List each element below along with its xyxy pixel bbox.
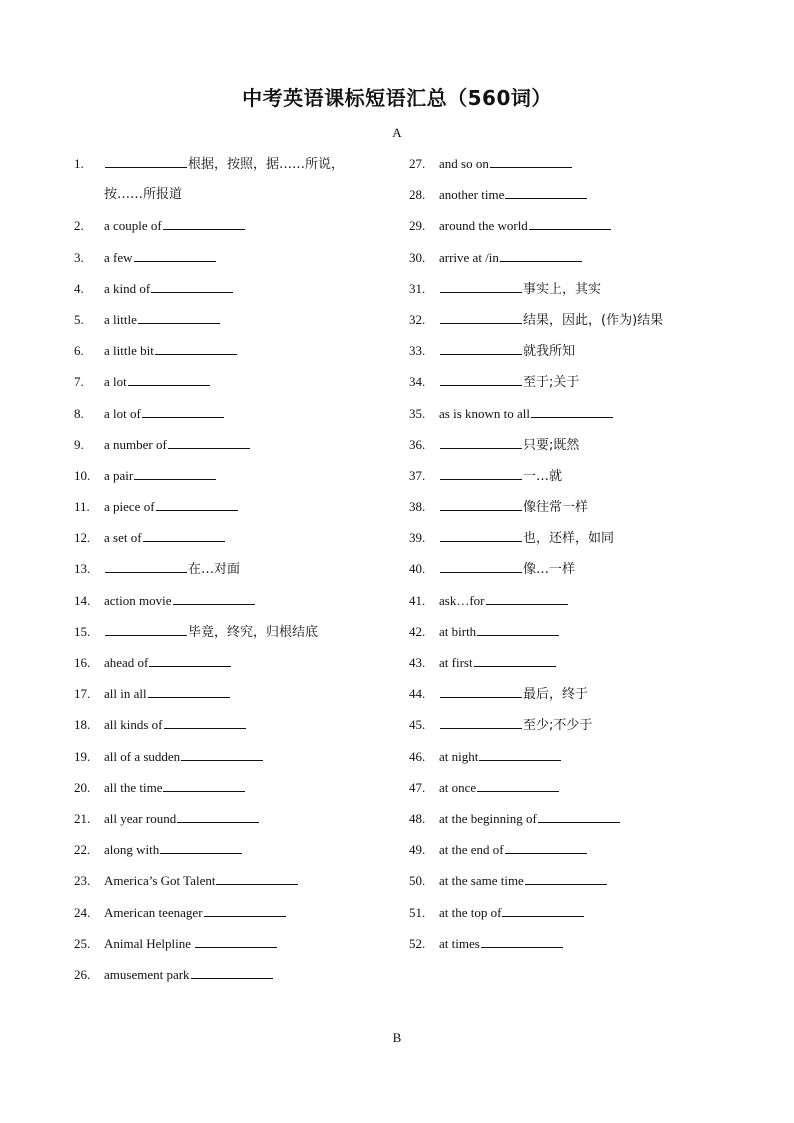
- list-item: [409, 678, 739, 709]
- item-number: 9.: [74, 436, 84, 452]
- item-number: 36.: [409, 436, 426, 452]
- phrase-chinese: 像往常一样: [523, 500, 589, 516]
- answer-blank[interactable]: [486, 603, 568, 605]
- phrase-english: a pair: [104, 467, 134, 483]
- item-text: [439, 709, 592, 741]
- list-item: [74, 897, 404, 928]
- answer-blank[interactable]: [525, 883, 607, 885]
- item-number: 8.: [74, 405, 84, 421]
- phrase-chinese: 按……所报道: [104, 187, 183, 203]
- phrase-english: at the beginning of: [439, 810, 537, 826]
- answer-blank[interactable]: [502, 915, 584, 917]
- list-item: [74, 429, 404, 460]
- item-number: 33.: [409, 343, 426, 359]
- answer-blank[interactable]: [505, 852, 587, 854]
- list-item: [409, 585, 739, 616]
- item-number: 28.: [409, 187, 426, 203]
- list-item: [74, 553, 404, 584]
- item-number: 50.: [409, 873, 426, 889]
- item-text: [104, 959, 274, 990]
- answer-blank[interactable]: [531, 416, 613, 418]
- item-text: [104, 928, 278, 959]
- phrase-english: a number of: [104, 436, 167, 452]
- phrase-english: a set of: [104, 530, 142, 546]
- phrase-english: a few: [104, 249, 133, 265]
- answer-blank[interactable]: [440, 696, 522, 698]
- item-number: 52.: [409, 935, 426, 951]
- phrase-english: American teenager: [104, 904, 203, 920]
- answer-blank[interactable]: [148, 696, 230, 698]
- list-item: [409, 803, 739, 834]
- list-item: [409, 366, 739, 397]
- list-item: [74, 585, 404, 616]
- item-text: [104, 803, 260, 834]
- item-number: 20.: [74, 779, 91, 795]
- item-text: [439, 304, 663, 336]
- list-item: [74, 304, 404, 335]
- answer-blank[interactable]: [134, 260, 216, 262]
- item-text: [104, 366, 211, 397]
- list-item: [409, 928, 739, 959]
- answer-blank[interactable]: [105, 634, 187, 636]
- answer-blank[interactable]: [440, 353, 522, 355]
- answer-blank[interactable]: [538, 821, 620, 823]
- item-text: [439, 772, 560, 803]
- phrase-english: ask…for: [439, 592, 485, 608]
- answer-blank[interactable]: [177, 821, 259, 823]
- item-text: [439, 553, 575, 585]
- item-number: 24.: [74, 904, 91, 920]
- item-text: [439, 678, 588, 710]
- list-item: [74, 959, 404, 990]
- answer-blank[interactable]: [128, 384, 210, 386]
- answer-blank[interactable]: [505, 197, 587, 199]
- answer-blank[interactable]: [105, 571, 187, 573]
- phrase-chinese: 只要;既然: [523, 437, 580, 453]
- list-item: [409, 429, 739, 460]
- item-number: 41.: [409, 592, 426, 608]
- phrase-english: action movie: [104, 592, 172, 608]
- item-number: 19.: [74, 748, 91, 764]
- item-number: 5.: [74, 311, 84, 327]
- phrase-english: at the end of: [439, 842, 504, 858]
- list-item: [409, 709, 739, 740]
- item-text: [439, 273, 601, 305]
- item-text: [439, 242, 583, 273]
- item-text: [104, 210, 246, 241]
- list-item: [74, 522, 404, 553]
- answer-blank[interactable]: [529, 228, 611, 230]
- item-number: 1.: [74, 156, 84, 171]
- answer-blank[interactable]: [440, 447, 522, 449]
- phrase-chinese: 至少;不少于: [523, 718, 593, 734]
- answer-blank[interactable]: [440, 478, 522, 480]
- item-number: 30.: [409, 249, 426, 265]
- item-number: 21.: [74, 810, 91, 826]
- list-item: [74, 242, 404, 273]
- list-item: [409, 491, 739, 522]
- answer-blank[interactable]: [149, 665, 231, 667]
- phrase-chinese: 根据，按照，据……所说，: [188, 157, 345, 172]
- item-number: 31.: [409, 280, 426, 296]
- phrase-list-left: [74, 148, 404, 990]
- phrase-chinese: 也，还样，如同: [523, 531, 615, 547]
- item-text: [104, 273, 234, 304]
- item-number: 22.: [74, 842, 91, 858]
- list-item: [409, 897, 739, 928]
- answer-blank[interactable]: [477, 634, 559, 636]
- phrase-english: a lot: [104, 374, 127, 390]
- answer-blank[interactable]: [164, 727, 246, 729]
- item-text: [104, 585, 256, 616]
- phrase-english: all the time: [104, 779, 163, 795]
- phrase-english: all kinds of: [104, 717, 163, 733]
- list-item: [409, 772, 739, 803]
- answer-blank[interactable]: [151, 291, 233, 293]
- answer-blank[interactable]: [105, 166, 187, 168]
- phrase-english: a lot of: [104, 405, 141, 421]
- item-text: [439, 928, 564, 959]
- answer-blank[interactable]: [163, 790, 245, 792]
- phrase-chinese: 在…对面: [188, 562, 241, 578]
- item-text: [439, 398, 614, 429]
- phrase-english: a couple of: [104, 218, 162, 234]
- item-number: 46.: [409, 748, 426, 764]
- item-number: 45.: [409, 717, 426, 733]
- answer-blank[interactable]: [142, 416, 224, 418]
- item-text: [439, 366, 579, 398]
- phrase-list-right: [409, 148, 739, 959]
- phrase-english: ahead of: [104, 655, 149, 670]
- list-item-continuation: [74, 179, 404, 210]
- list-item: [409, 834, 739, 865]
- item-number: 10.: [74, 467, 91, 483]
- phrase-chinese: 就我所知: [523, 344, 576, 360]
- list-item: [409, 553, 739, 584]
- list-item: [74, 148, 404, 179]
- item-text: [104, 522, 226, 553]
- list-item: [74, 366, 404, 397]
- list-item: [409, 242, 739, 273]
- item-text: [104, 741, 264, 772]
- phrase-english: at birth: [439, 623, 477, 639]
- item-number: 17.: [74, 686, 91, 702]
- item-number: 26.: [74, 966, 91, 982]
- phrase-english: as is known to all: [439, 405, 530, 421]
- list-item: [74, 834, 404, 865]
- item-number: 12.: [74, 530, 91, 546]
- list-item: [409, 148, 739, 179]
- item-text: [104, 897, 287, 928]
- answer-blank[interactable]: [173, 603, 255, 605]
- phrase-english: all year round: [104, 810, 177, 826]
- item-text: [104, 335, 238, 366]
- phrase-english: all of a sudden: [104, 748, 181, 764]
- item-number: 29.: [409, 218, 426, 234]
- list-item: [409, 398, 739, 429]
- item-number: 47.: [409, 779, 426, 795]
- answer-blank[interactable]: [195, 946, 277, 948]
- list-item: [409, 304, 739, 335]
- item-text: [104, 242, 217, 273]
- phrase-english: at once: [439, 779, 477, 795]
- phrase-chinese: 像…一样: [523, 562, 576, 578]
- item-text: [439, 834, 588, 865]
- item-number: 40.: [409, 561, 426, 577]
- answer-blank[interactable]: [490, 166, 572, 168]
- answer-blank[interactable]: [440, 727, 522, 729]
- list-item: [74, 491, 404, 522]
- page-title: 中考英语课标短语汇总（560词）: [242, 86, 552, 110]
- list-item: [409, 647, 739, 678]
- item-number: 35.: [409, 405, 426, 421]
- item-text: [104, 553, 240, 585]
- list-item: [409, 865, 739, 896]
- item-text: [104, 834, 243, 865]
- item-text: [439, 616, 560, 647]
- item-text: [104, 709, 247, 740]
- phrase-chinese: 一…就: [523, 468, 563, 484]
- phrase-english: a kind of: [104, 280, 151, 296]
- answer-blank[interactable]: [138, 322, 220, 324]
- item-number: 2.: [74, 218, 84, 234]
- item-number: 37.: [409, 467, 426, 483]
- phrase-chinese: 最后，终于: [523, 687, 589, 703]
- item-number: 18.: [74, 717, 91, 733]
- answer-blank[interactable]: [181, 759, 263, 761]
- answer-blank[interactable]: [500, 260, 582, 262]
- item-number: 43.: [409, 655, 426, 670]
- answer-blank[interactable]: [440, 291, 522, 293]
- item-text: [439, 335, 575, 367]
- list-item: [74, 335, 404, 366]
- list-item: [74, 273, 404, 304]
- item-text: [439, 803, 621, 834]
- item-text: [439, 460, 562, 492]
- phrase-english: a little: [104, 311, 137, 327]
- item-number: 11.: [74, 499, 90, 515]
- answer-blank[interactable]: [440, 571, 522, 573]
- phrase-english: at first: [439, 655, 473, 670]
- list-item: [409, 210, 739, 241]
- list-item: [74, 398, 404, 429]
- answer-blank[interactable]: [440, 384, 522, 386]
- section-heading-b: B: [392, 1030, 402, 1045]
- list-item: [74, 772, 404, 803]
- item-text: [104, 460, 217, 491]
- item-number: 27.: [409, 156, 426, 171]
- item-number: 13.: [74, 561, 91, 577]
- answer-blank[interactable]: [163, 228, 245, 230]
- item-text: [104, 678, 231, 709]
- phrase-english: at night: [439, 748, 479, 764]
- phrase-english: around the world: [439, 218, 528, 234]
- answer-blank[interactable]: [191, 977, 273, 979]
- phrase-chinese: 毕竟，终究，归根结底: [188, 624, 319, 640]
- item-text: [104, 398, 225, 429]
- list-item: [74, 928, 404, 959]
- list-item: [74, 741, 404, 772]
- item-number: 3.: [74, 249, 84, 265]
- item-text: [104, 491, 239, 522]
- answer-blank[interactable]: [155, 353, 237, 355]
- answer-blank[interactable]: [156, 509, 238, 511]
- answer-blank[interactable]: [440, 540, 522, 542]
- phrase-english: amusement park: [104, 966, 190, 982]
- item-number: 51.: [409, 904, 426, 920]
- item-number: 32.: [409, 311, 426, 327]
- item-number: 16.: [74, 655, 91, 670]
- item-text: [439, 429, 579, 461]
- phrase-chinese: 结果，因此，(作为)结果: [523, 312, 664, 328]
- answer-blank[interactable]: [479, 759, 561, 761]
- phrase-english: and so on: [439, 156, 489, 171]
- item-text: [104, 148, 344, 180]
- answer-blank[interactable]: [481, 946, 563, 948]
- list-item: [409, 616, 739, 647]
- answer-blank[interactable]: [168, 447, 250, 449]
- phrase-english: America’s Got Talent: [104, 873, 216, 889]
- item-number: 42.: [409, 623, 426, 639]
- phrase-english: all in all: [104, 686, 147, 702]
- phrase-english: at the same time: [439, 873, 524, 889]
- phrase-chinese: 至于;关于: [523, 375, 580, 391]
- item-number: 15.: [74, 623, 91, 639]
- list-item: [74, 678, 404, 709]
- list-item: [74, 460, 404, 491]
- answer-blank[interactable]: [134, 478, 216, 480]
- phrase-english: at times: [439, 935, 480, 951]
- item-number: 7.: [74, 374, 84, 390]
- phrase-english: at the top of: [439, 904, 502, 920]
- item-text: [439, 522, 614, 554]
- answer-blank[interactable]: [160, 852, 242, 854]
- list-item: [74, 865, 404, 896]
- phrase-english: arrive at /in: [439, 249, 499, 265]
- phrase-english: a piece of: [104, 499, 155, 515]
- answer-blank[interactable]: [143, 540, 225, 542]
- list-item: [74, 210, 404, 241]
- item-text: [104, 429, 251, 460]
- list-item: [74, 616, 404, 647]
- item-text: [104, 616, 318, 648]
- item-text: [104, 647, 232, 678]
- list-item: [74, 709, 404, 740]
- answer-blank[interactable]: [477, 790, 559, 792]
- item-text: [439, 179, 588, 210]
- item-text: [439, 741, 562, 772]
- list-item: [409, 522, 739, 553]
- item-text: [104, 772, 246, 803]
- phrase-chinese: 事实上，其实: [523, 281, 602, 297]
- section-heading-a: A: [392, 125, 402, 140]
- item-text: [439, 210, 612, 241]
- item-number: 48.: [409, 810, 426, 826]
- phrase-english: another time: [439, 187, 505, 203]
- item-text: [439, 585, 569, 616]
- answer-blank[interactable]: [216, 883, 298, 885]
- item-text: [439, 647, 557, 678]
- item-number: 39.: [409, 530, 426, 546]
- item-text: [104, 865, 299, 896]
- list-item: [409, 335, 739, 366]
- item-number: 4.: [74, 280, 84, 296]
- item-text: [439, 897, 585, 928]
- item-number: 25.: [74, 935, 91, 951]
- phrase-english: a little bit: [104, 343, 154, 359]
- list-item: [74, 647, 404, 678]
- item-number: 38.: [409, 499, 426, 515]
- list-item: [74, 803, 404, 834]
- list-item: [409, 179, 739, 210]
- list-item: [409, 741, 739, 772]
- answer-blank[interactable]: [204, 915, 286, 917]
- item-text: [439, 865, 608, 896]
- answer-blank[interactable]: [440, 322, 522, 324]
- phrase-english: Animal Helpline: [104, 935, 195, 951]
- item-text: [439, 491, 588, 523]
- item-number: 49.: [409, 842, 426, 858]
- item-number: 34.: [409, 374, 426, 390]
- item-text: [104, 304, 221, 335]
- item-number: 23.: [74, 873, 91, 889]
- answer-blank[interactable]: [474, 665, 556, 667]
- item-number: 44.: [409, 686, 426, 702]
- answer-blank[interactable]: [440, 509, 522, 511]
- phrase-english: along with: [104, 842, 160, 858]
- list-item: [409, 460, 739, 491]
- item-text: [439, 148, 573, 179]
- item-number: 14.: [74, 592, 91, 608]
- item-number: 6.: [74, 343, 84, 359]
- list-item: [409, 273, 739, 304]
